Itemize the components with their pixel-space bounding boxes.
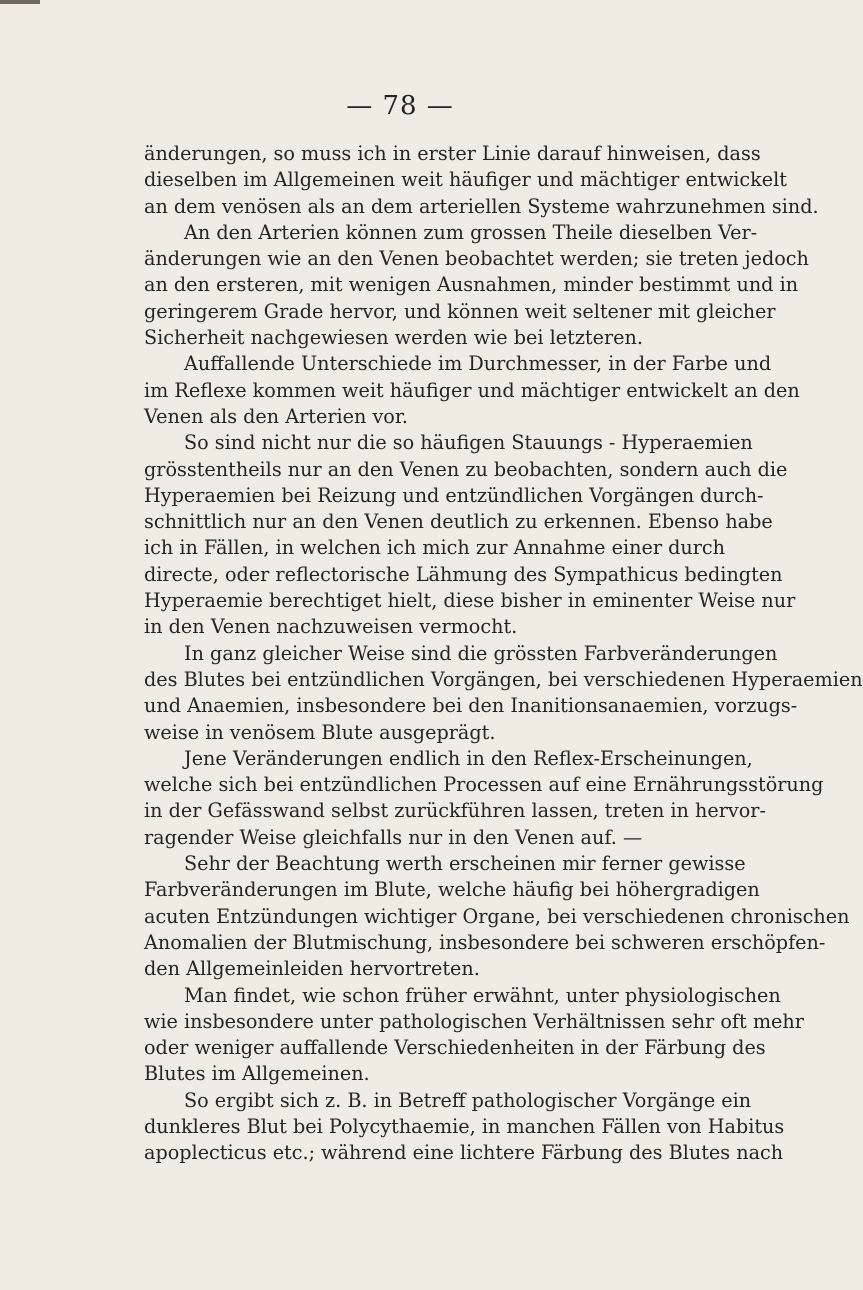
text-line: des Blutes bei entzündlichen Vorgängen, bei verschiedenen Hyperaemien (144, 667, 863, 691)
text-line: schnittlich nur an den Venen deutlich zu erkennen. Ebenso habe (144, 510, 773, 534)
text-line: Jene Veränderungen endlich in den Reflex-Erscheinungen, (184, 746, 753, 770)
text-line: ragender Weise gleichfalls nur in den Venen auf. — (144, 825, 643, 849)
text-line: in der Gefässwand selbst zurückführen lassen, treten in hervor- (144, 799, 766, 823)
text-line: Auffallende Unterschiede im Durchmesser, in der Farbe und (184, 352, 772, 376)
text-line: dieselben im Allgemeinen weit häufiger und mächtiger entwickelt (144, 168, 787, 192)
text-line: Sehr der Beachtung werth erscheinen mir ferner gewisse (184, 852, 746, 876)
text-line: So ergibt sich z. B. in Betreff pathologischer Vorgänge ein (184, 1088, 752, 1112)
text-line: Blutes im Allgemeinen. (144, 1062, 370, 1086)
text-line: oder weniger auffallende Verschiedenheiten in der Färbung des (144, 1036, 766, 1060)
text-line: welche sich bei entzündlichen Processen auf eine Ernährungsstörung (144, 773, 824, 797)
text-line: weise in venösem Blute ausgeprägt. (144, 720, 496, 744)
text-line: So sind nicht nur die so häufigen Stauungs - Hyperaemien (184, 431, 753, 455)
text-line: Man findet, wie schon früher erwähnt, unter physiologischen (184, 983, 781, 1007)
text-line: Venen als den Arterien vor. (144, 404, 409, 428)
text-line: änderungen wie an den Venen beobachtet werden; sie treten jedoch (144, 247, 809, 271)
text-line: den Allgemeinleiden hervortreten. (144, 957, 480, 981)
text-line: an den ersteren, mit wenigen Ausnahmen, minder bestimmt und in (144, 273, 799, 297)
text-line: dunkleres Blut bei Polycythaemie, in manchen Fällen von Habitus (144, 1114, 785, 1138)
text-line: acuten Entzündungen wichtiger Organe, bei verschiedenen chronischen (144, 904, 850, 928)
text-line: grösstentheils nur an den Venen zu beobachten, sondern auch die (144, 457, 788, 481)
text-line: Anomalien der Blutmischung, insbesondere bei schweren erschöpfen- (144, 930, 826, 954)
text-line: ich in Fällen, in welchen ich mich zur Annahme einer durch (144, 536, 726, 560)
text-line: Sicherheit nachgewiesen werden wie bei letzteren. (144, 326, 643, 350)
text-line: im Reflexe kommen weit häufiger und mächtiger entwickelt an den (144, 378, 800, 402)
body-text (144, 141, 863, 1167)
text-line: wie insbesondere unter pathologischen Verhältnissen sehr oft mehr (144, 1009, 804, 1033)
page-number: — 78 — (346, 91, 454, 121)
text-line: geringerem Grade hervor, und können weit seltener mit gleicher (144, 299, 776, 323)
text-line: und Anaemien, insbesondere bei den Inanitionsanaemien, vorzugs- (144, 694, 798, 718)
text-line: Hyperaemien bei Reizung und entzündlichen Vorgängen durch- (144, 483, 764, 507)
text-line: In ganz gleicher Weise sind die grössten Farbveränderungen (184, 641, 778, 665)
text-line: Farbveränderungen im Blute, welche häufig bei höhergradigen (144, 878, 760, 902)
scan-edge-mark (0, 0, 40, 4)
text-line: directe, oder reflectorische Lähmung des Sympathicus bedingten (144, 562, 783, 586)
text-line: an dem venösen als an dem arteriellen Systeme wahrzunehmen sind. (144, 194, 819, 218)
text-line: An den Arterien können zum grossen Theile dieselben Ver- (184, 220, 758, 244)
text-line: apoplecticus etc.; während eine lichtere Färbung des Blutes nach (144, 1141, 784, 1165)
text-line: Hyperaemie berechtiget hielt, diese bisher in eminenter Weise nur (144, 589, 796, 613)
text-line: änderungen, so muss ich in erster Linie darauf hinweisen, dass (144, 142, 761, 165)
text-line: in den Venen nachzuweisen vermocht. (144, 615, 518, 639)
